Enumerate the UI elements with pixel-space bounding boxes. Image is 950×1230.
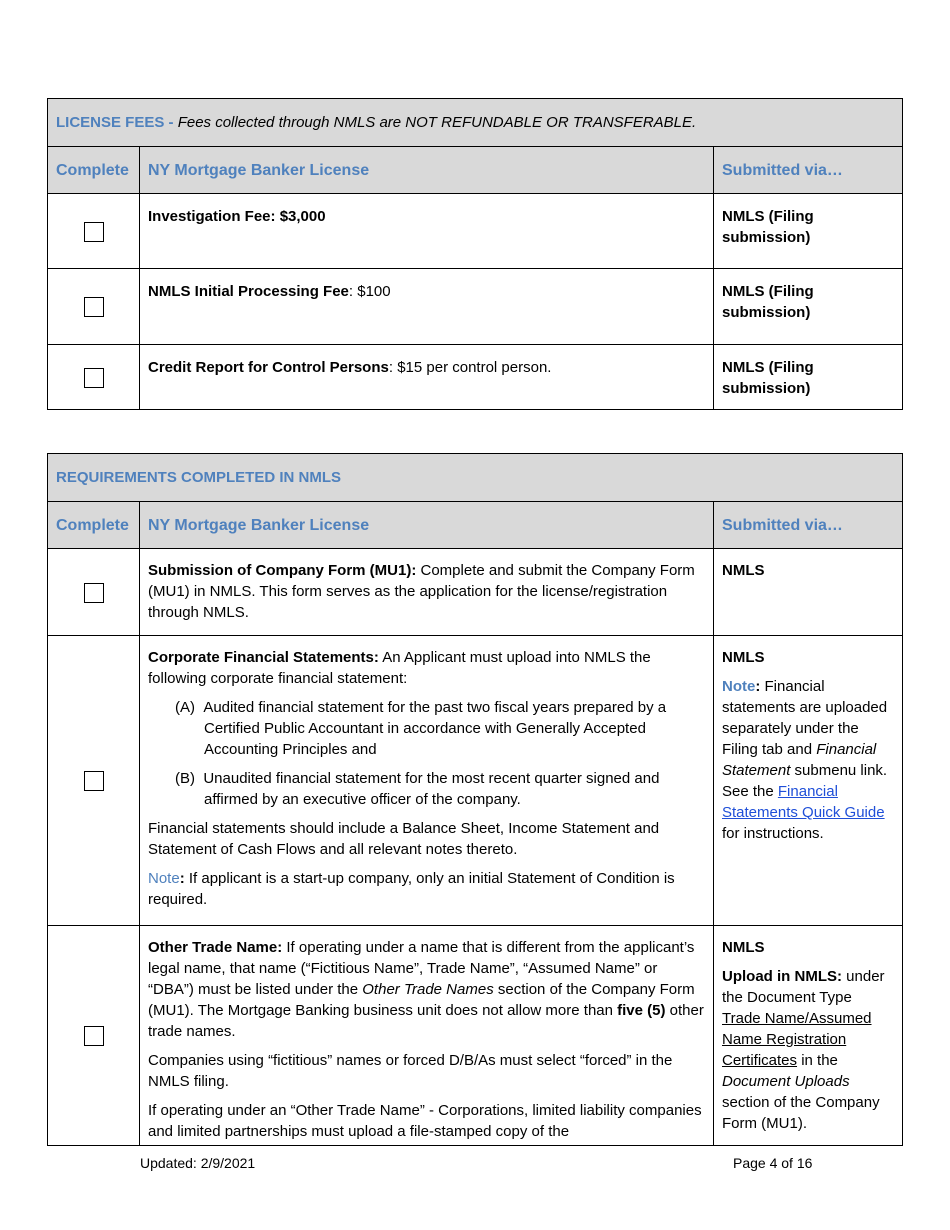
req-company-form-text: Submission of Company Form (MU1): Complete and submit the Company Form (MU1) in NMLS. This form serves as the application for the license/registration through NMLS.: [148, 562, 695, 621]
license-fees-header-row: [48, 147, 903, 194]
req-trade-name-p3: If operating under an “Other Trade Name” - Corporations, limited liability companies and limited partnerships must upload a file-stamped copy of the: [148, 1102, 702, 1140]
fee-row-processing: [48, 269, 903, 345]
req-financial-include: Financial statements should include a Balance Sheet, Income Statement and Statement of Cash Flows and all relevant notes thereto.: [148, 820, 660, 858]
requirements-title: REQUIREMENTS COMPLETED IN NMLS: [56, 469, 342, 486]
fee-amount: : $100: [348, 283, 391, 300]
req-trade-name-p2: Companies using “fictitious” names or forced D/B/As must select “forced” in the NMLS filing.: [148, 1052, 673, 1090]
fee-row-investigation: [48, 194, 903, 269]
req-financial-via-note: Note: Financial statements are uploaded separately under the Filing tab and Financial Statement submenu link. See the Financial Statements Quick Guide for instructions.: [722, 678, 888, 842]
header-submitted-via: Submitted via…: [722, 161, 843, 179]
req-trade-name-via-upload: Upload in NMLS: under the Document Type Trade Name/Assumed Name Registration Certificates in the Document Uploads section of the Company Form (MU1).: [722, 968, 885, 1132]
req-via: NMLS: [722, 562, 765, 579]
license-fees-table: [47, 98, 903, 410]
fee-row-credit-report: [48, 345, 903, 410]
fee-via: NMLS (Filing submission): [722, 359, 814, 397]
req-financial-item-b: (B) Unaudited financial statement for the most recent quarter signed and affirmed by an executive officer of the company.: [175, 770, 660, 808]
license-fees-note: Fees collected through NMLS are NOT REFUNDABLE OR TRANSFERABLE.: [177, 114, 697, 131]
fee-amount: : $15 per control person.: [388, 359, 552, 376]
req-financial-intro: Corporate Financial Statements: An Applicant must upload into NMLS the following corporate financial statement:: [148, 649, 651, 687]
requirements-table: [47, 453, 903, 1146]
license-fees-title: LICENSE FEES -: [56, 114, 178, 131]
req-row-financial-statements: [48, 636, 903, 926]
header-submitted-via: Submitted via…: [722, 516, 843, 534]
footer-page-number: Page 4 of 16: [733, 1155, 813, 1171]
req-checkbox-company-form[interactable]: [84, 583, 104, 603]
fee-via: NMLS (Filing submission): [722, 283, 814, 321]
fee-checkbox-credit-report[interactable]: [84, 368, 104, 388]
fee-checkbox-processing[interactable]: [84, 297, 104, 317]
req-row-other-trade-name: [48, 926, 903, 1146]
requirements-header-row: [48, 502, 903, 549]
footer-updated: Updated: 2/9/2021: [140, 1155, 256, 1171]
fee-checkbox-investigation[interactable]: [84, 222, 104, 242]
header-license: NY Mortgage Banker License: [148, 516, 370, 534]
fee-label: Credit Report for Control Persons: [148, 359, 389, 376]
req-row-company-form: [48, 549, 903, 636]
header-license: NY Mortgage Banker License: [148, 161, 370, 179]
requirements-banner: [48, 454, 903, 502]
req-trade-name-p1: Other Trade Name: If operating under a name that is different from the applicant’s legal name, that name (“Fictitious Name”, Trade Name”, “Assumed Name” or “DBA”) must be listed under the Other Trade Names section of the Company Form (MU1). The Mortgage Banking business unit does not allow more than five (5) other trade names.: [148, 939, 704, 1040]
header-complete: Complete: [56, 161, 129, 179]
req-financial-note: Note: If applicant is a start-up company, only an initial Statement of Condition is required.: [148, 870, 675, 908]
fee-via: NMLS (Filing submission): [722, 208, 814, 246]
req-via: NMLS: [722, 939, 765, 956]
financial-statements-quick-guide-link[interactable]: Financial Statements Quick Guide: [722, 783, 885, 821]
req-checkbox-other-trade-name[interactable]: [84, 1026, 104, 1046]
req-financial-item-a: (A) Audited financial statement for the past two fiscal years prepared by a Certified Public Accountant in accordance with Generally Accepted Accounting Principles and: [175, 699, 667, 758]
req-via: NMLS: [722, 649, 765, 666]
fee-label: NMLS Initial Processing Fee: [148, 283, 349, 300]
header-complete: Complete: [56, 516, 129, 534]
fee-label: Investigation Fee: $3,000: [148, 208, 326, 225]
req-checkbox-financial-statements[interactable]: [84, 771, 104, 791]
license-fees-banner: [48, 99, 903, 147]
